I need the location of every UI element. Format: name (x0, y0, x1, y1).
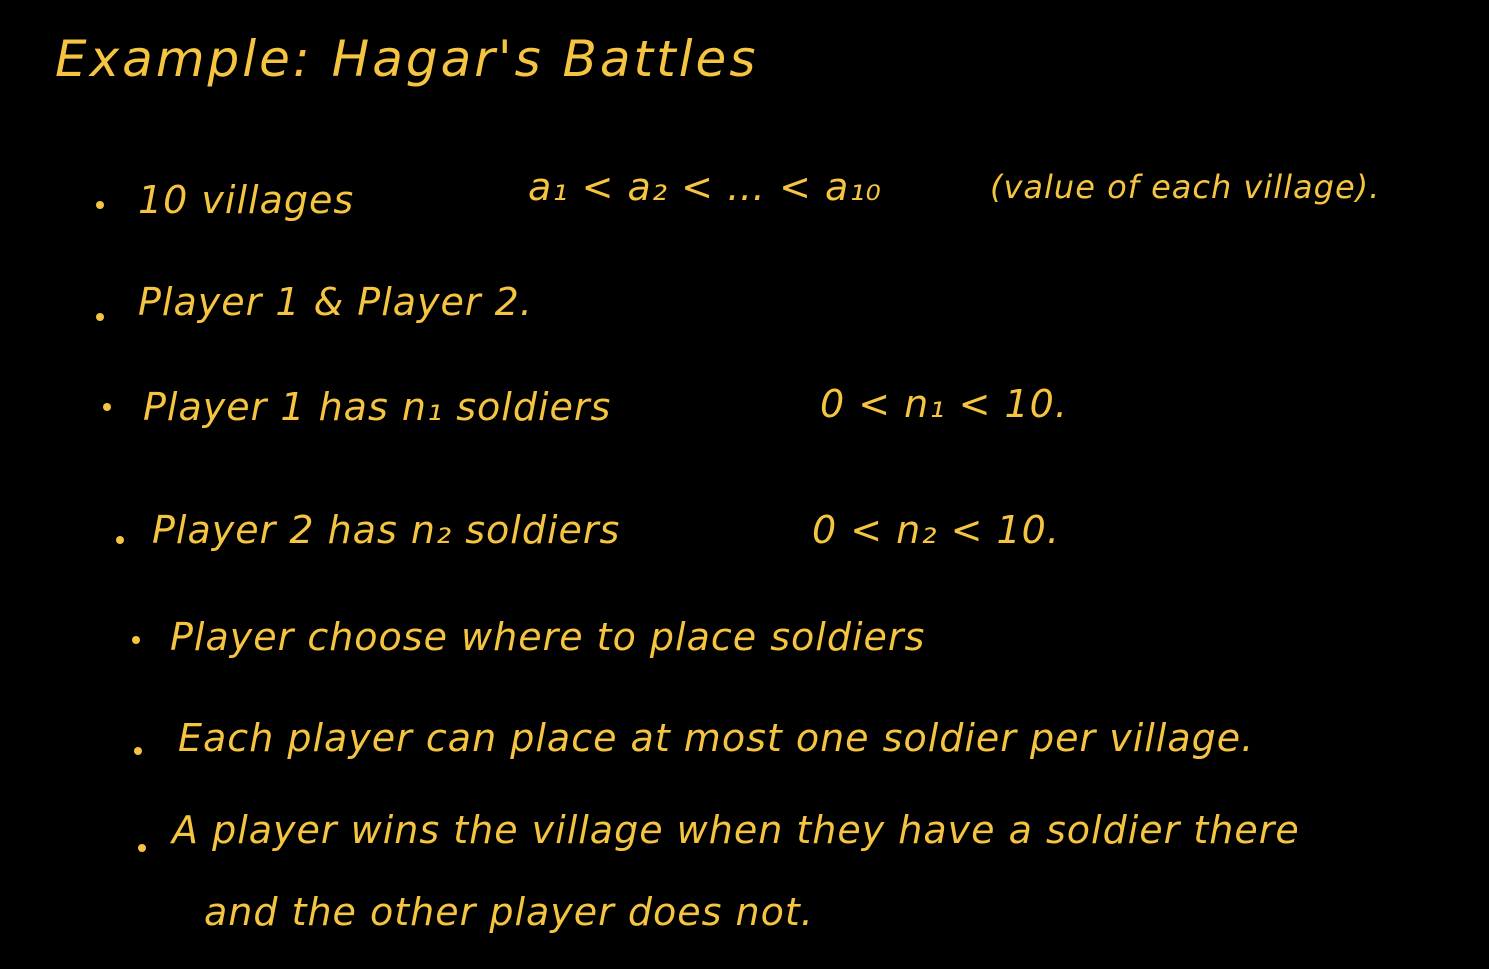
item-2-text: Player 1 & Player 2. (138, 280, 533, 324)
bullet-dot (132, 636, 140, 644)
item-4-math: 0 < n₂ < 10. (812, 508, 1060, 552)
item-5-text: Player choose where to place soldiers (170, 615, 926, 659)
bullet-dot (138, 844, 146, 852)
item-7-text: A player wins the village when they have a soldier there (172, 808, 1300, 852)
item-1-note: (value of each village). (990, 168, 1381, 206)
item-3-text: Player 1 has n₁ soldiers (143, 385, 612, 429)
item-4-text: Player 2 has n₂ soldiers (152, 508, 621, 552)
page-title: Example: Hagar's Battles (55, 30, 759, 88)
bullet-dot (103, 403, 111, 411)
bullet-dot (96, 313, 104, 321)
bullet-dot (96, 201, 104, 209)
item-6-text: Each player can place at most one soldier per village. (178, 716, 1255, 760)
bullet-dot (116, 536, 124, 544)
bullet-dot (134, 747, 142, 755)
item-1-math: a₁ < a₂ < … < a₁₀ (528, 165, 882, 209)
item-3-math: 0 < n₁ < 10. (820, 382, 1068, 426)
item-7-continuation: and the other player does not. (204, 890, 814, 934)
item-1-text: 10 villages (138, 178, 355, 222)
